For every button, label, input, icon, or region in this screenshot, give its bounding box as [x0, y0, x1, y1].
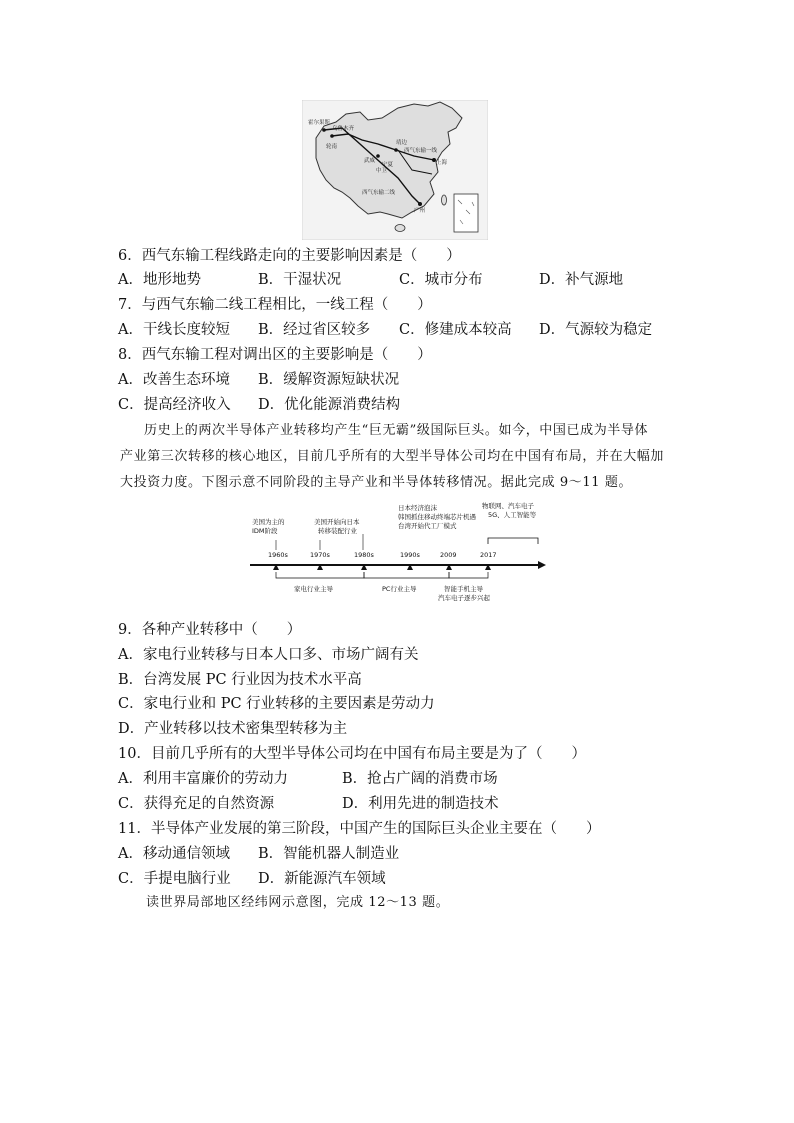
timeline-arrowhead: [538, 561, 546, 569]
q11-option-a[interactable]: A．移动通信领域: [118, 846, 230, 862]
q11-option-c[interactable]: C．手提电脑行业: [118, 871, 231, 887]
q6-option-c[interactable]: C．城市分布: [399, 272, 483, 288]
q7-stem: 7．与西气东输二线工程相比，一线工程（ ）: [118, 297, 432, 313]
q9-option-b[interactable]: B．台湾发展 PC 行业因为技术水平高: [118, 672, 362, 688]
passage2-line1: 读世界局部地区经纬网示意图，完成 12～13 题。: [146, 895, 450, 910]
tl-year-1960s: 1960s: [268, 551, 288, 559]
tl-year-2017: 2017: [480, 551, 497, 559]
tl-year-1990s: 1990s: [400, 551, 420, 559]
tl-year-2009: 2009: [440, 551, 457, 559]
map-label-horgos: 霍尔果斯: [308, 120, 331, 126]
q6-stem: 6．西气东输工程线路走向的主要影响因素是（ ）: [118, 248, 461, 264]
semiconductor-timeline: [248, 500, 548, 608]
tl-label-japan-1: 美国开始向日本: [314, 518, 360, 526]
q11-stem: 11．半导体产业发展的第三阶段，中国产生的国际巨头企业主要在（ ）: [118, 821, 601, 837]
passage1-line2: 产业第三次转移的核心地区，目前几乎所有的大型半导体公司均在中国有布局，并在大幅加: [120, 449, 665, 464]
q7-option-c[interactable]: C．修建成本较高: [399, 322, 512, 338]
q8-option-c[interactable]: C．提高经济收入: [118, 397, 231, 413]
q8-stem: 8．西气东输工程对调出区的主要影响是（ ）: [118, 347, 432, 363]
tl-label-bubble-1: 日本经济泡沫: [398, 504, 437, 512]
q9-stem: 9．各种产业转移中（ ）: [118, 622, 302, 638]
q10-stem: 10．目前几乎所有的大型半导体公司均在中国有布局主要是为了（ ）: [118, 746, 586, 762]
q11-option-b[interactable]: B．智能机器人制造业: [258, 846, 400, 862]
china-map-svg: [302, 100, 488, 240]
map-label-line1: 西气东输一线: [404, 148, 438, 154]
q9-option-d[interactable]: D．产业转移以技术密集型转移为主: [118, 721, 348, 737]
q7-option-b[interactable]: B．经过省区较多: [258, 322, 371, 338]
q6-option-d[interactable]: D．补气源地: [539, 272, 624, 288]
tl-label-japan-2: 转移装配行业: [318, 527, 357, 535]
q10-option-a[interactable]: A．利用丰富廉价的劳动力: [118, 771, 288, 787]
q10-option-b[interactable]: B．抢占广阔的消费市场: [342, 771, 498, 787]
q10-option-c[interactable]: C．获得充足的自然资源: [118, 796, 275, 812]
map-label-jingbian: 靖边: [396, 140, 408, 146]
q9-option-c[interactable]: C．家电行业和 PC 行业转移的主要因素是劳动力: [118, 696, 435, 712]
tl-year-1980s: 1980s: [354, 551, 374, 559]
q9-option-a[interactable]: A．家电行业转移与日本人口多、市场广阔有关: [118, 647, 419, 663]
q6-option-b[interactable]: B．干湿状况: [258, 272, 342, 288]
tl-label-auto: 汽车电子逐步兴起: [438, 594, 490, 602]
map-label-lunnan: 轮南: [326, 144, 338, 150]
map-label-ningxia: 宁夏: [382, 162, 394, 168]
tl-label-idm-2: IDM阶段: [252, 527, 278, 535]
map-label-shanghai: 上海: [436, 160, 448, 166]
tl-label-pc: PC行业主导: [382, 585, 417, 593]
tl-label-iot-2: 5G、人工智能等: [488, 511, 537, 519]
tl-year-1970s: 1970s: [310, 551, 330, 559]
q8-option-a[interactable]: A．改善生态环境: [118, 372, 230, 388]
passage-semiconductor: [120, 418, 690, 496]
south-sea-inset: [454, 194, 478, 232]
q11-option-d[interactable]: D．新能源汽车领域: [258, 871, 386, 887]
pipeline-map: [302, 100, 488, 240]
map-label-urumqi: 乌鲁木齐: [332, 126, 355, 132]
tl-label-bubble-3: 台湾开始代工厂模式: [398, 522, 457, 530]
tl-label-appliance: 家电行业主导: [294, 585, 333, 593]
tl-label-bubble-2: 韩国抓住移动终端芯片机遇: [398, 513, 476, 521]
tl-label-smartphone: 智能手机主导: [444, 585, 483, 593]
map-label-line2: 西气东输二线: [362, 190, 396, 196]
timeline-svg: [248, 500, 548, 608]
passage-world-map: [146, 890, 716, 916]
q10-option-d[interactable]: D．利用先进的制造技术: [342, 796, 499, 812]
q8-option-b[interactable]: B．缓解资源短缺状况: [258, 372, 400, 388]
q7-option-a[interactable]: A．干线长度较短: [118, 322, 230, 338]
map-label-guangzhou: 广州: [414, 208, 426, 214]
tl-label-idm-1: 美国为主的: [252, 518, 285, 526]
passage1-line3: 大投资力度。下图示意不同阶段的主导产业和半导体转移情况。据此完成 9～11 题。: [120, 475, 633, 490]
tl-label-iot-1: 物联网、汽车电子: [482, 502, 534, 510]
map-label-wuwei: 武威: [364, 158, 376, 164]
q7-option-d[interactable]: D．气源较为稳定: [539, 322, 653, 338]
q8-option-d[interactable]: D．优化能源消费结构: [258, 397, 401, 413]
passage1-line1: 历史上的两次半导体产业转移均产生“巨无霸”级国际巨头。如今，中国已成为半导体: [144, 423, 649, 438]
map-label-zhongwei: 中卫: [376, 168, 388, 174]
q6-option-a[interactable]: A．地形地势: [118, 272, 201, 288]
